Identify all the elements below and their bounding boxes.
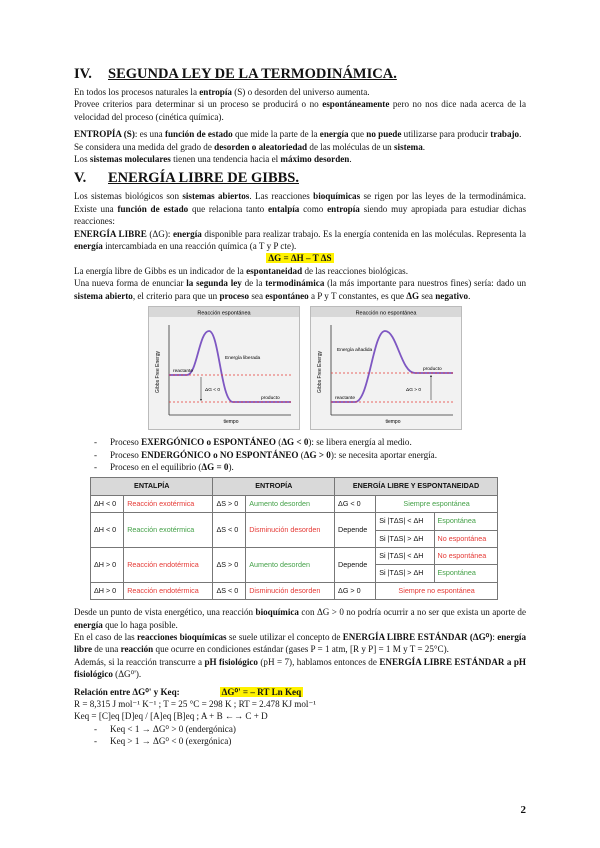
table-row: Si |TΔS| > ΔH Espontánea [91, 565, 498, 582]
section-heading-v: V. ENERGÍA LIBRE DE GIBBS. [74, 170, 299, 187]
list-item: - Keq < 1 → ΔG⁰ > 0 (endergónica) [94, 723, 526, 735]
list-item: - Proceso ENDERGÓNICO o NO ESPONTÁNEO (ΔG > 0): se necesita aportar energía. [94, 449, 526, 461]
diagram-title: Reacción espontánea [197, 310, 251, 317]
delta-g-label: ΔG > 0 [406, 388, 422, 394]
diagram-non-spontaneous-svg [311, 307, 461, 429]
table-header: ENERGÍA LIBRE Y ESPONTANEIDAD [335, 478, 498, 495]
thermo-table [90, 477, 498, 600]
paragraph: La energía libre de Gibbs es un indicador de la espontaneidad de las reacciones biológicas. [74, 265, 408, 276]
energy-diagrams [148, 306, 526, 430]
paragraph: Desde un punto de vista energético, una reacción bioquímica con ΔG > 0 no podría ocurrir a no ser que exista un aporte de energía que lo haga posible. [74, 607, 526, 630]
products-label: producto [261, 396, 280, 402]
paragraph: ENERGÍA LIBRE (ΔG): energía disponible para realizar trabajo. Es la energía contenida en las moléculas. Representa la energía intercambiada en una reacción química (a T y P cte). [74, 228, 526, 252]
table-header: ENTROPÍA [213, 478, 335, 495]
list-item: - Keq > 1 → ΔG⁰ < 0 (exergónica) [94, 735, 526, 747]
energy-label: Energía añadida [337, 348, 373, 354]
y-axis-label: Gibbs Free Energy [317, 351, 323, 394]
page-number: 2 [520, 804, 526, 816]
diagram-spontaneous [148, 306, 300, 430]
paragraph: Además, si la reacción transcurre a pH fisiológico (pH = 7), hablamos entonces de ENERGÍA LIBRE ESTÁNDAR a pH fisiológico (ΔG⁰'). [74, 656, 526, 680]
constants-line: R = 8,315 J mol⁻¹ K⁻¹ ; T = 25 °C = 298 K ; RT = 2.478 KJ mol⁻¹ [74, 699, 316, 709]
diagram-title: Reacción no espontánea [355, 310, 417, 317]
x-axis-label: tiempo [223, 419, 239, 426]
keq-list [74, 723, 526, 748]
paragraph: Los sistemas biológicos son sistemas abiertos. Las reacciones bioquímicas se rigen por las leyes de la termodinámica. Existe una función de estado que relaciona tanto entalpía como entropía siendo muy apropiada para estudiar dichas reacciones: [74, 191, 526, 227]
paragraph: Los sistemas moleculares tienen una tendencia hacia el máximo desorden. [74, 154, 352, 165]
paragraph: En todos los procesos naturales la entropía (S) o desorden del universo aumenta. [74, 87, 370, 97]
section-heading-iv: IV. SEGUNDA LEY DE LA TERMODINÁMICA. [74, 66, 397, 82]
list-item: - Proceso en el equilibrio (ΔG = 0). [94, 461, 526, 473]
paragraph: ENTROPÍA (S): es una función de estado que mide la parte de la energía que no puede utilizarse para producir trabajo. [74, 129, 522, 140]
process-list [74, 436, 526, 473]
paragraph: Se considera una medida del grado de desorden o aleatoriedad de las moléculas de un sistema. [74, 141, 426, 152]
document-page [74, 66, 526, 752]
keq-line: Keq = [C]eq [D]eq / [A]eq [B]eq ; A + B ←→ C + D [74, 711, 268, 722]
table-row: ΔH < 0 Reacción exotérmica ΔS > 0 Aumento desorden ΔG < 0 Siempre espontánea [91, 495, 498, 512]
paragraph: Una nueva forma de enunciar la segunda ley de la termodinámica (la más importante para nuestros fines) sería: dado un sistema abierto, el criterio para que un proceso sea espontáneo a P y T constantes, es que ΔG sea negativo. [74, 278, 526, 301]
delta-g-label: ΔG < 0 [205, 388, 221, 394]
table-header: ENTALPÍA [91, 478, 213, 495]
table-row: Si |TΔS| > ΔH No espontánea [91, 530, 498, 547]
energy-curve [169, 331, 291, 402]
products-label: producto [423, 367, 442, 373]
energy-label: Energía liberada [225, 356, 261, 362]
relation-formula: ΔG⁰' = – RT Ln Keq [221, 686, 302, 697]
reactants-label: reactante [173, 369, 194, 375]
reactants-label: reactante [335, 396, 356, 402]
y-axis-label: Gibbs Free Energy [155, 351, 161, 394]
table-row: ΔH > 0 Reacción endotérmica ΔS > 0 Aumento desorden Depende Si |TΔS| < ΔH No espontánea [91, 547, 498, 564]
gibbs-formula: ΔG = ΔH – T ΔS [268, 253, 332, 264]
list-item: - Proceso EXERGÓNICO o ESPONTÁNEO (ΔG < 0): se libera energía al medio. [94, 436, 526, 448]
diagram-spontaneous-svg [149, 307, 299, 429]
x-axis-label: tiempo [385, 419, 401, 426]
paragraph: Provee criterios para determinar si un proceso se producirá o no espontáneamente pero no nos dice nada acerca de la velocidad del proceso (cinética química). [74, 99, 526, 122]
table-row: ΔH < 0 Reacción exotérmica ΔS < 0 Disminución desorden Depende Si |TΔS| < ΔH Espontánea [91, 513, 498, 530]
relation-label: Relación entre ΔG⁰' y Keq: [74, 686, 180, 697]
relation-line [74, 686, 526, 698]
table-row: ΔH > 0 Reacción endotérmica ΔS < 0 Disminución desorden ΔG > 0 Siempre no espontánea [91, 582, 498, 599]
diagram-non-spontaneous [310, 306, 462, 430]
gibbs-formula-line [74, 252, 526, 264]
paragraph: En el caso de las reacciones bioquímicas se suele utilizar el concepto de ENERGÍA LIBRE ESTÁNDAR (ΔG⁰): energía libre de una reacción que ocurre en condiciones estándar (gases P = 1 atm, [R y P] = 1 M y T = 25°C). [74, 631, 526, 655]
